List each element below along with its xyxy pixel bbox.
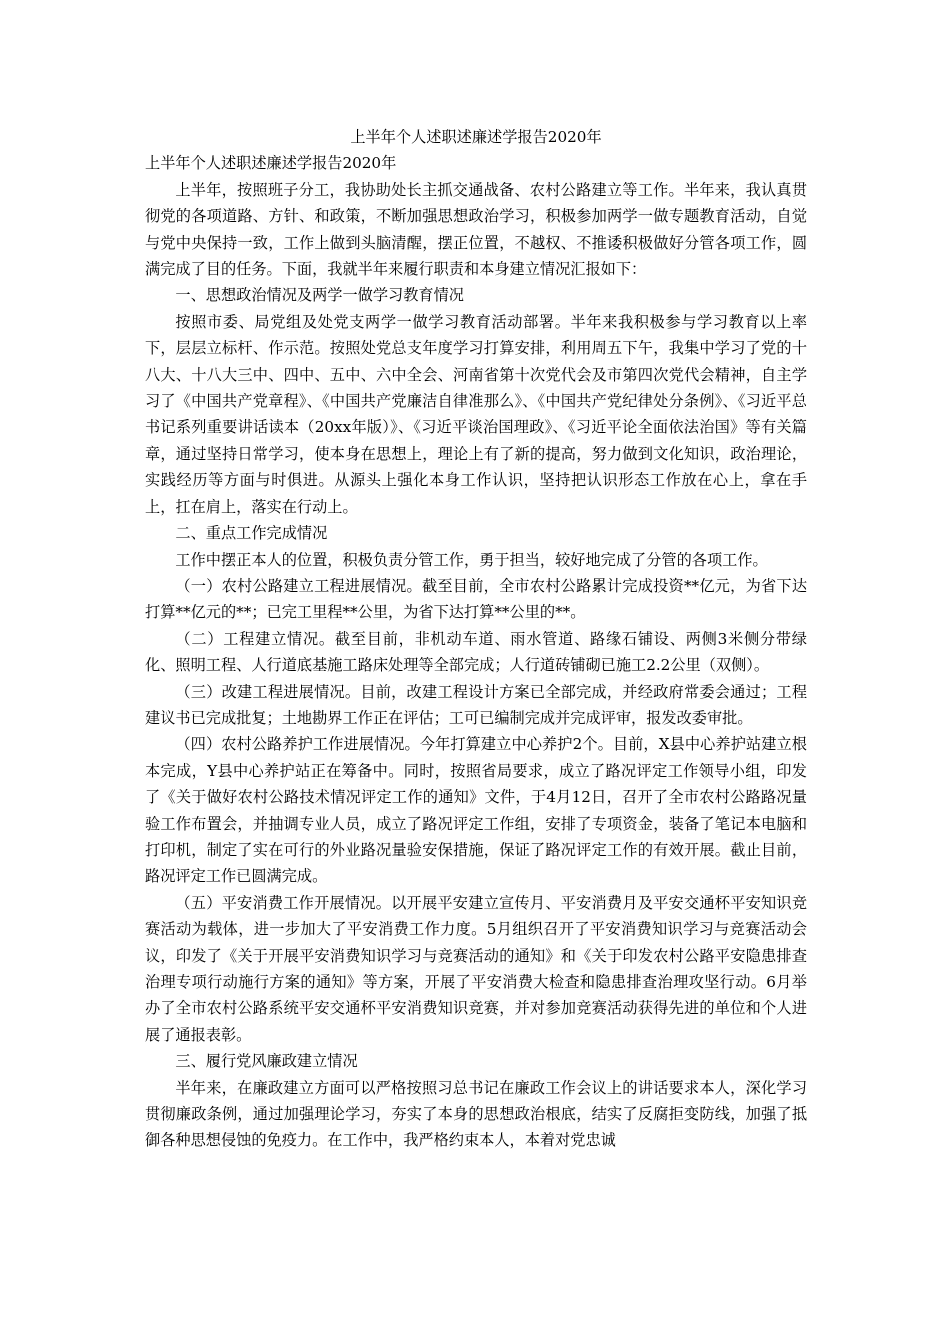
body-paragraph: 按照市委、局党组及处党支两学一做学习教育活动部署。半年来我积极参与学习教育以上率下，层层立标杆、作示范。按照处党总支年度学习打算安排，利用周五下午，我集中学习了党的十八大、十八大三中、四中、五中、六中全会、河南省第十次党代会及市第四次党代会精神，自主学习了《中国共产党章程》、《中国共产党廉洁自律准那么》、《中国共产党纪律处分条例》、《习近平总书记系列重要讲话读本（20xx年版）》、《习近平谈治国理政》、《习近平论全面依法治国》等有关篇章，通过坚持日常学习，使本身在思想上，理论上有了新的提高，努力做到文化知识，政治理论，实践经历等方面与时俱进。从源头上强化本身工作认识，坚持把认识形态工作放在心上，拿在手上，扛在肩上，落实在行动上。 bbox=[145, 312, 807, 516]
document-subtitle: 上半年个人述职述廉述学报告2020年 bbox=[145, 154, 397, 173]
body-paragraph: 工作中摆正本人的位置，积极负责分管工作，勇于担当，较好地完成了分管的各项工作。 bbox=[175, 550, 768, 569]
body-paragraph: 半年来，在廉政建立方面可以严格按照习总书记在廉政工作会议上的讲话要求本人，深化学习贯彻廉政条例，通过加强理论学习，夯实了本身的思想政治根底，结实了反腐拒变防线，加强了抵御各种思想侵蚀的免疫力。在工作中，我严格约束本人，本着对党忠诚 bbox=[145, 1078, 807, 1150]
body-paragraph: （五）平安消费工作开展情况。以开展平安建立宣传月、平安消费月及平安交通杯平安知识竞赛活动为载体，进一步加大了平安消费工作力度。5月组织召开了平安消费知识学习与竞赛活动会议，印发了《关于开展平安消费知识学习与竞赛活动的通知》和《关于印发农村公路平安隐患排查治理专项行动施行方案的通知》等方案，开展了平安消费大检查和隐患排查治理攻坚行动。6月举办了全市农村公路系统平安交通杯平安消费知识竞赛，并对参加竞赛活动获得先进的单位和个人进展了通报表彰。 bbox=[145, 893, 807, 1044]
section-heading: 二、重点工作完成情况 bbox=[175, 524, 328, 543]
body-paragraph: （一）农村公路建立工程进展情况。截至目前，全市农村公路累计完成投资**亿元，为省下达打算**亿元的**；已完工里程**公里，为省下达打算**公里的**。 bbox=[145, 576, 807, 622]
section-heading: 一、思想政治情况及两学一做学习教育情况 bbox=[175, 286, 464, 305]
body-paragraph: 上半年，按照班子分工，我协助处长主抓交通战备、农村公路建立等工作。半年来，我认真贯彻党的各项道路、方针、和政策，不断加强思想政治学习，积极参加两学一做专题教育活动，自觉与党中央保持一致，工作上做到头脑清醒，摆正位置，不越权、不推诿积极做好分管各项工作，圆满完成了目的任务。下面，我就半年来履行职责和本身建立情况汇报如下： bbox=[145, 180, 807, 279]
body-paragraph: （四）农村公路养护工作进展情况。今年打算建立中心养护2个。目前，X县中心养护站建立根本完成，Y县中心养护站正在筹备中。同时，按照省局要求，成立了路况评定工作领导小组，印发了《关于做好农村公路技术情况评定工作的通知》文件，于4月12日，召开了全市农村公路路况量验工作布置会，并抽调专业人员，成立了路况评定工作组，安排了专项资金，装备了笔记本电脑和打印机，制定了实在可行的外业路况量验安保措施，保证了路况评定工作的有效开展。截止目前，路况评定工作已圆满完成。 bbox=[145, 735, 807, 886]
document-title: 上半年个人述职述廉述学报告2020年 bbox=[350, 128, 602, 146]
body-paragraph: （二）工程建立情况。截至目前，非机动车道、雨水管道、路缘石铺设、两侧3米侧分带绿化、照明工程、人行道底基施工路床处理等全部完成；人行道砖铺砌已施工2.2公里（双侧）。 bbox=[145, 629, 807, 675]
paragraph-list bbox=[145, 177, 807, 1154]
body-paragraph: （三）改建工程进展情况。目前，改建工程设计方案已全部完成，并经政府常委会通过；工程建议书已完成批复；土地勘界工作正在评估；工可已编制完成并完成评审，报发改委审批。 bbox=[145, 682, 807, 727]
section-heading: 三、履行党风廉政建立情况 bbox=[175, 1052, 358, 1071]
document-body bbox=[145, 124, 807, 1154]
